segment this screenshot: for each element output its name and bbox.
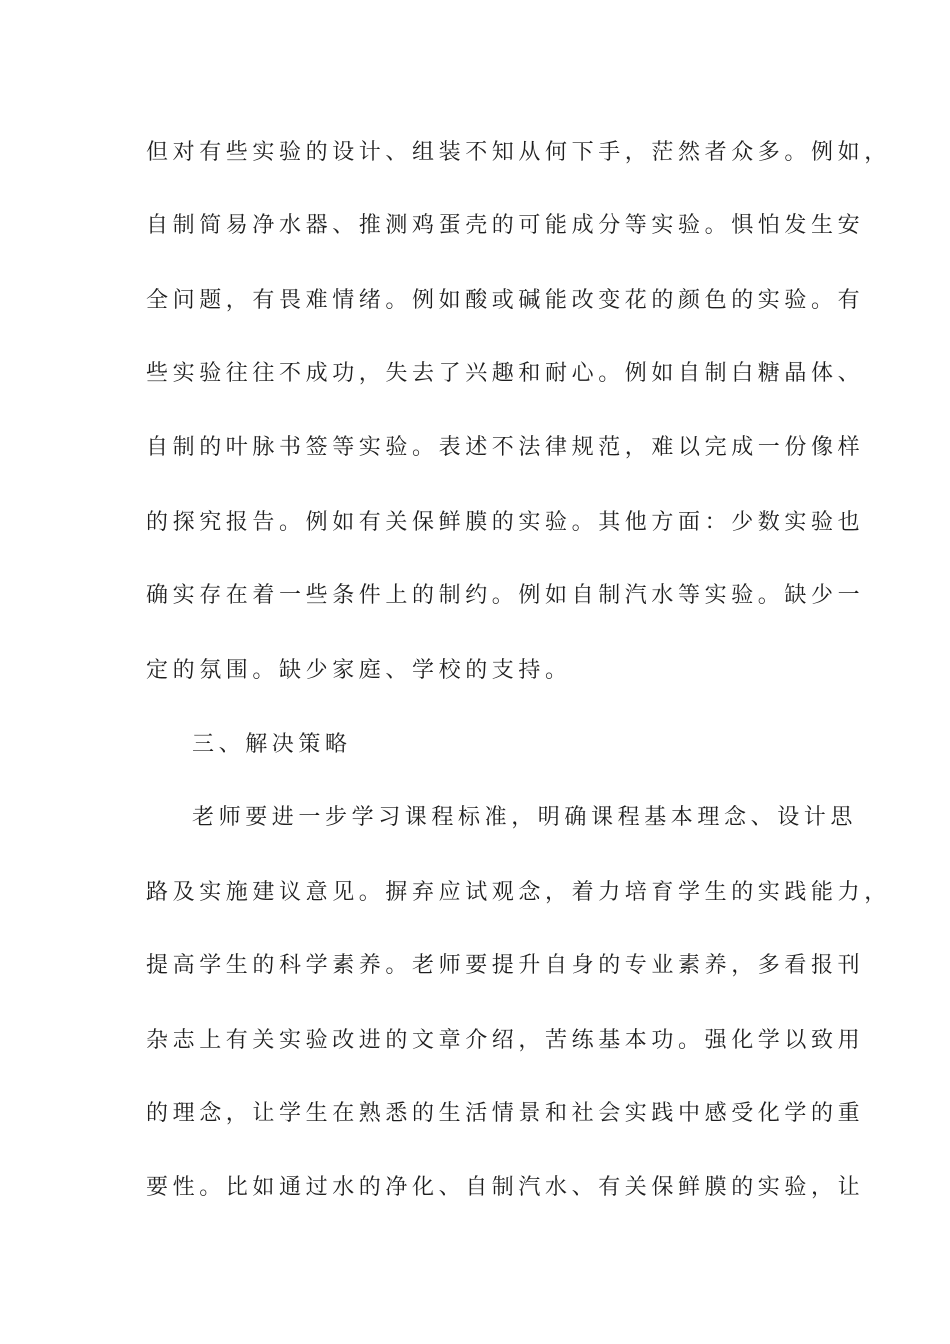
section-heading: 三、解决策略	[192, 732, 352, 757]
paragraph-2-line-6: 要性。比如通过水的净化、自制汽水、有关保鲜膜的实验，让	[146, 1175, 865, 1200]
paragraph-1-line-3: 全问题，有畏难情绪。例如酸或碱能改变花的颜色的实验。有	[146, 288, 865, 313]
paragraph-1-line-1: 但对有些实验的设计、组装不知从何下手，茫然者众多。例如，	[146, 140, 891, 165]
paragraph-2-line-4: 杂志上有关实验改进的文章介绍，苦练基本功。强化学以致用	[146, 1028, 865, 1053]
paragraph-1-line-7: 确实存在着一些条件上的制约。例如自制汽水等实验。缺少一	[146, 583, 865, 608]
paragraph-2-line-1: 老师要进一步学习课程标准，明确课程基本理念、设计思	[192, 805, 858, 830]
paragraph-2-line-2: 路及实施建议意见。摒弃应试观念，着力培育学生的实践能力，	[146, 880, 891, 905]
paragraph-1-line-6: 的探究报告。例如有关保鲜膜的实验。其他方面：少数实验也	[146, 510, 865, 535]
paragraph-1-line-2: 自制简易净水器、推测鸡蛋壳的可能成分等实验。惧怕发生安	[146, 213, 865, 238]
paragraph-2-line-5: 的理念，让学生在熟悉的生活情景和社会实践中感受化学的重	[146, 1101, 865, 1126]
paragraph-1-line-4: 些实验往往不成功，失去了兴趣和耐心。例如自制白糖晶体、	[146, 361, 865, 386]
paragraph-1-line-8: 定的氛围。缺少家庭、学校的支持。	[146, 658, 572, 683]
paragraph-1-line-5: 自制的叶脉书签等实验。表述不法律规范，难以完成一份像样	[146, 435, 865, 460]
paragraph-2-line-3: 提高学生的科学素养。老师要提升自身的专业素养，多看报刊	[146, 953, 865, 978]
